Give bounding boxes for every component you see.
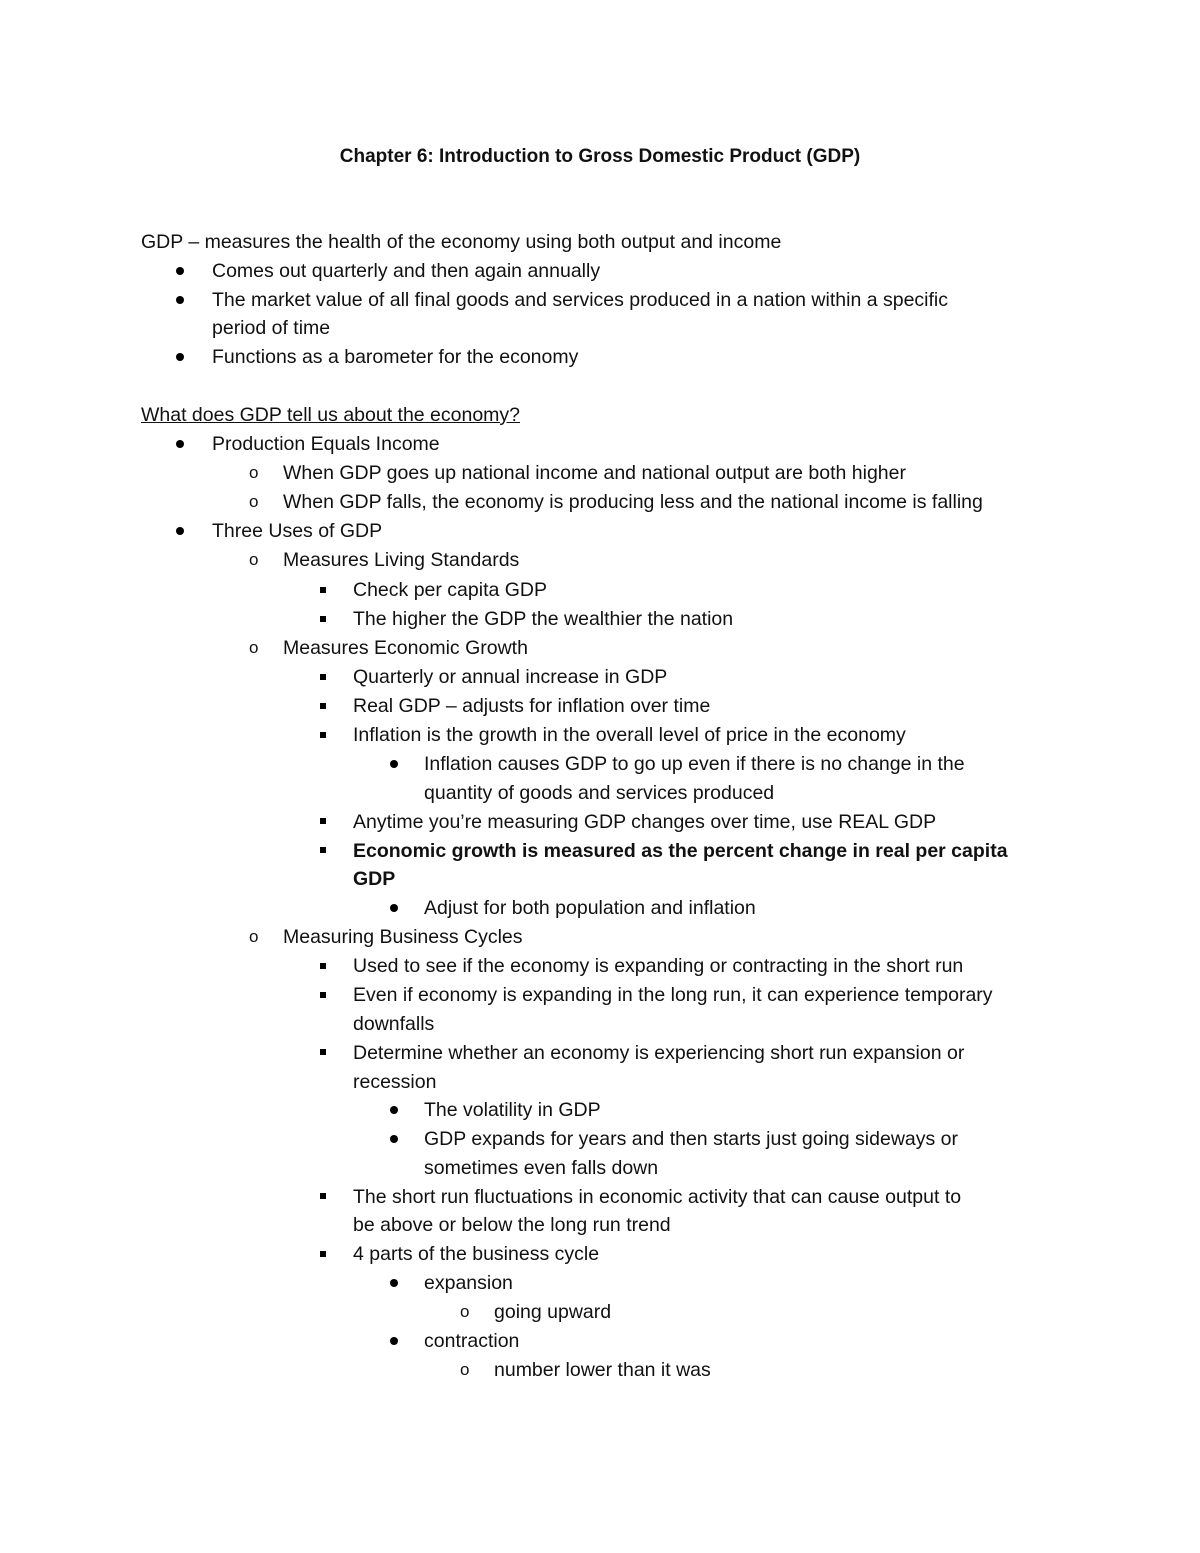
list-item: Comes out quarterly and then again annually — [212, 260, 601, 282]
list-item: Anytime you’re measuring GDP changes over time, use REAL GDP — [353, 811, 937, 833]
bullet-marker — [176, 296, 184, 304]
page-title: Chapter 6: Introduction to Gross Domestic Product (GDP) — [339, 146, 861, 167]
list-item: Production Equals Income — [212, 433, 440, 455]
list-item: Used to see if the economy is expanding or contracting in the short run — [353, 955, 964, 977]
list-item: The higher the GDP the wealthier the nation — [353, 608, 734, 630]
bullet-marker — [390, 1337, 398, 1345]
list-item: Quarterly or annual increase in GDP — [353, 666, 668, 688]
list-item: Functions as a barometer for the economy — [212, 346, 579, 368]
square-bullet-icon — [320, 732, 326, 738]
square-bullet-icon — [320, 992, 326, 998]
circle-bullet-icon: o — [249, 463, 259, 482]
list-item: Even if economy is expanding in the long run, it can experience temporary — [353, 984, 993, 1006]
bullet-marker — [176, 527, 184, 535]
list-item-continuation: downfalls — [353, 1013, 435, 1035]
bullet-marker — [176, 353, 184, 361]
list-item-continuation: be above or below the long run trend — [353, 1214, 671, 1236]
square-bullet-icon — [320, 703, 326, 709]
list-item: GDP expands for years and then starts just going sideways or — [424, 1128, 959, 1150]
square-bullet-icon — [320, 847, 326, 853]
circle-bullet-icon: o — [249, 492, 259, 511]
list-item: Measures Economic Growth — [283, 637, 528, 659]
list-item: The volatility in GDP — [424, 1099, 601, 1121]
intro-text: GDP – measures the health of the economy using both output and income — [141, 231, 782, 253]
bullet-marker — [390, 760, 398, 768]
list-item: The short run fluctuations in economic activity that can cause output to — [353, 1186, 962, 1208]
circle-bullet-icon: o — [249, 550, 259, 569]
list-item: Measuring Business Cycles — [283, 926, 523, 948]
circle-bullet-icon: o — [460, 1360, 470, 1379]
list-item-continuation: sometimes even falls down — [424, 1157, 659, 1179]
section-heading: What does GDP tell us about the economy? — [141, 404, 521, 426]
bullet-marker — [390, 1279, 398, 1287]
list-item: The market value of all final goods and services produced in a nation within a specific — [212, 289, 948, 311]
square-bullet-icon — [320, 1193, 326, 1199]
list-item: Three Uses of GDP — [212, 520, 383, 542]
circle-bullet-icon: o — [249, 638, 259, 657]
list-item: Inflation is the growth in the overall level of price in the economy — [353, 724, 906, 746]
list-item: expansion — [424, 1272, 513, 1294]
list-item: When GDP falls, the economy is producing less and the national income is falling — [283, 491, 983, 513]
circle-bullet-icon: o — [249, 927, 259, 946]
square-bullet-icon — [320, 818, 326, 824]
list-item: Measures Living Standards — [283, 549, 520, 571]
circle-bullet-icon: o — [460, 1302, 470, 1321]
list-item-continuation: quantity of goods and services produced — [424, 782, 775, 804]
list-item-continuation: period of time — [212, 317, 331, 339]
list-item: number lower than it was — [494, 1359, 711, 1381]
list-item-continuation: recession — [353, 1071, 437, 1093]
square-bullet-icon — [320, 616, 326, 622]
bullet-marker — [390, 1135, 398, 1143]
list-item: Adjust for both population and inflation — [424, 897, 756, 919]
square-bullet-icon — [320, 1251, 326, 1257]
square-bullet-icon — [320, 587, 326, 593]
list-item: Inflation causes GDP to go up even if there is no change in the — [424, 753, 965, 775]
list-item: Economic growth is measured as the percent change in real per capita — [353, 840, 1008, 862]
list-item: Determine whether an economy is experiencing short run expansion or — [353, 1042, 965, 1064]
list-item: 4 parts of the business cycle — [353, 1243, 600, 1265]
bullet-marker — [176, 267, 184, 275]
bullet-marker — [390, 904, 398, 912]
list-item: going upward — [494, 1301, 612, 1323]
square-bullet-icon — [320, 963, 326, 969]
list-item: Real GDP – adjusts for inflation over time — [353, 695, 711, 717]
square-bullet-icon — [320, 1049, 326, 1055]
list-item-continuation: GDP — [353, 868, 396, 890]
bullet-marker — [176, 440, 184, 448]
list-item: Check per capita GDP — [353, 579, 548, 601]
list-item: When GDP goes up national income and national output are both higher — [283, 462, 906, 484]
square-bullet-icon — [320, 674, 326, 680]
bullet-marker — [390, 1106, 398, 1114]
list-item: contraction — [424, 1330, 520, 1352]
